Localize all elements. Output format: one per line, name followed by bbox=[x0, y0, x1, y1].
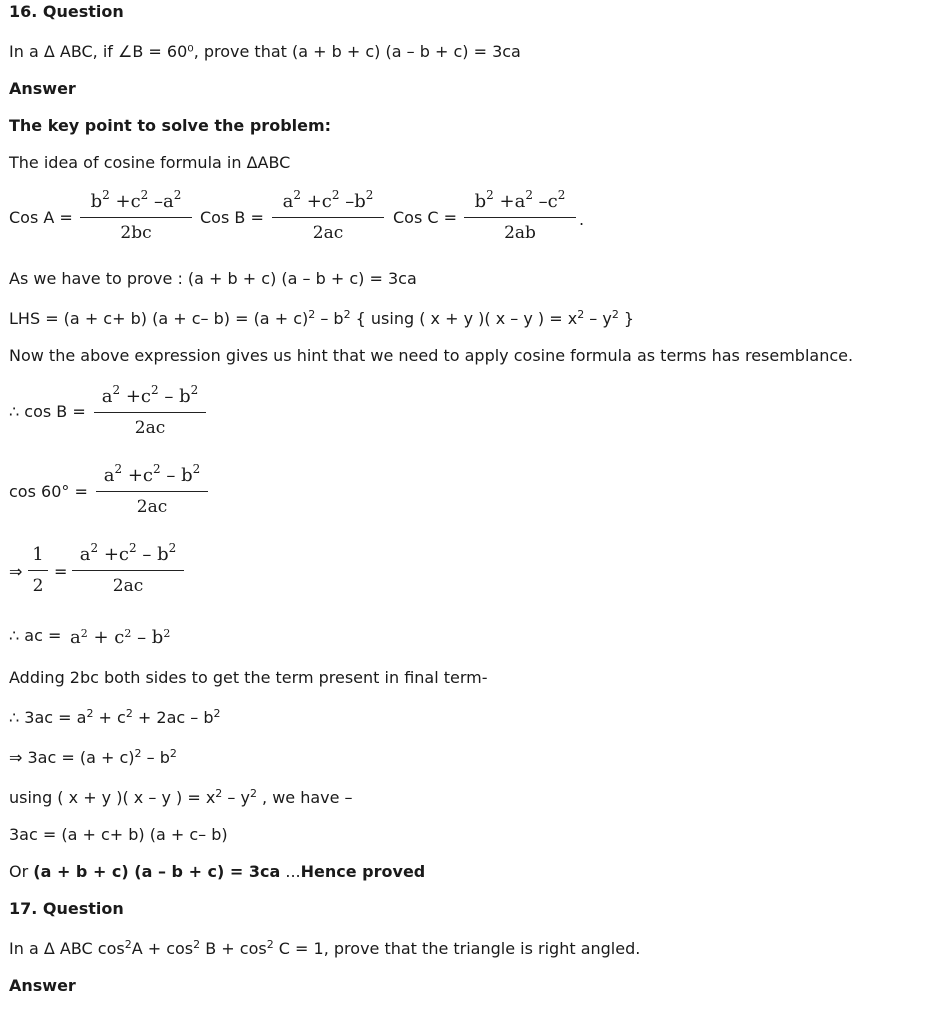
cos-b-numerator: $a^2 +c^2$ $-b^2$ bbox=[282, 188, 374, 212]
cos-b-fraction bbox=[272, 188, 384, 244]
cos-c-period: . bbox=[579, 210, 585, 229]
cos-a-numerator: $b^2 +c^2$ $-a^2$ bbox=[90, 188, 182, 212]
hint-text: Now the above expression gives us hint that we need to apply cosine formula as terms has resemblance. bbox=[9, 346, 854, 365]
step-1: ∴ $3ac = a^2 + c^2 + 2ac - b^2$ bbox=[9, 707, 221, 727]
answer-label: Answer bbox=[9, 79, 76, 98]
one-half-bar bbox=[28, 570, 48, 571]
cos-b-denominator: 2ac bbox=[312, 223, 344, 243]
cos-b-fraction-bar bbox=[272, 217, 384, 218]
therefore-ac-label: ∴ ac = bbox=[9, 626, 62, 645]
fraction-2-denominator: 2ac bbox=[136, 497, 168, 517]
one-half-denominator: 2 bbox=[32, 576, 44, 596]
cos-b-label: Cos B = bbox=[200, 208, 264, 227]
cos-c-denominator: 2ab bbox=[504, 223, 536, 243]
question-16-heading: 16. Question bbox=[9, 2, 124, 21]
implies-arrow: ⇒ bbox=[9, 562, 23, 581]
therefore-cos-b-fraction bbox=[94, 383, 206, 439]
cos-a-label: Cos A = bbox=[9, 208, 73, 227]
therefore-cos-b-label: ∴ cos B = bbox=[9, 402, 86, 421]
fraction-3-bar bbox=[72, 570, 184, 571]
cos-a-fraction bbox=[80, 188, 192, 244]
fraction-1-denominator: 2ac bbox=[134, 418, 166, 438]
fraction-2-bar bbox=[96, 491, 208, 492]
idea-text: The idea of cosine formula in ΔABC bbox=[9, 153, 291, 172]
cos-c-fraction-bar bbox=[464, 217, 576, 218]
step-2: ⇒ $3ac = (a + c)^2 - b^2$ bbox=[9, 747, 177, 767]
fraction-3-numerator: $a^2 +c^2 - b^2$ bbox=[79, 541, 177, 565]
question-17-statement: In a Δ ABC $\cos^2A + \cos^2 B + \cos^2 C = 1$, prove that the triangle is right angled. bbox=[9, 938, 641, 958]
one-half-fraction bbox=[28, 544, 48, 597]
cos-c-numerator: $b^2 +a^2$ $-c^2$ bbox=[474, 188, 566, 212]
step-3: 3ac = (a + c+ b) (a + c– b) bbox=[9, 825, 228, 844]
cos-60-label: cos 60° = bbox=[9, 482, 88, 501]
cos-c-label: Cos C = bbox=[393, 208, 458, 227]
equals-sign: = bbox=[54, 562, 68, 581]
question-17-heading: 17. Question bbox=[9, 899, 124, 918]
fraction-3 bbox=[72, 541, 184, 597]
to-prove-text: As we have to prove : (a + b + c) (a – b + c) = 3ca bbox=[9, 269, 417, 288]
final-result: Or (a + b + c) (a – b + c) = 3ca ...Hence proved bbox=[9, 862, 426, 881]
fraction-3-denominator: 2ac bbox=[112, 576, 144, 596]
fraction-1-numerator: $a^2 +c^2 - b^2$ bbox=[101, 383, 199, 407]
question-17-answer-label: Answer bbox=[9, 976, 76, 995]
cos-a-fraction-bar bbox=[80, 217, 192, 218]
using-identity: using ( x + y )( x – y ) = $x^2 - y^2$ , we have – bbox=[9, 787, 353, 807]
adding-text: Adding 2bc both sides to get the term present in final term- bbox=[9, 668, 488, 687]
cos-a-denominator: 2bc bbox=[120, 223, 152, 243]
fraction-2-numerator: $a^2 +c^2 - b^2$ bbox=[103, 462, 201, 486]
cos-c-fraction bbox=[464, 188, 576, 244]
one-half-numerator: 1 bbox=[32, 544, 44, 565]
question-16-statement: In a Δ ABC, if ∠B = 60⁰, prove that (a + b + c) (a – b + c) = 3ca bbox=[9, 42, 521, 61]
key-point-heading: The key point to solve the problem: bbox=[9, 116, 332, 135]
cos-60-fraction bbox=[96, 462, 208, 518]
ac-rhs-expression: $a^2 + c^2 - b^2$ bbox=[70, 627, 171, 648]
fraction-1-bar bbox=[94, 412, 206, 413]
lhs-expression: LHS = (a + c+ b) (a + c– $b) = (a + c)^2 - b^2$ { using ( x + y )( x – y ) = $x^2 - y^2$ } bbox=[9, 308, 635, 328]
